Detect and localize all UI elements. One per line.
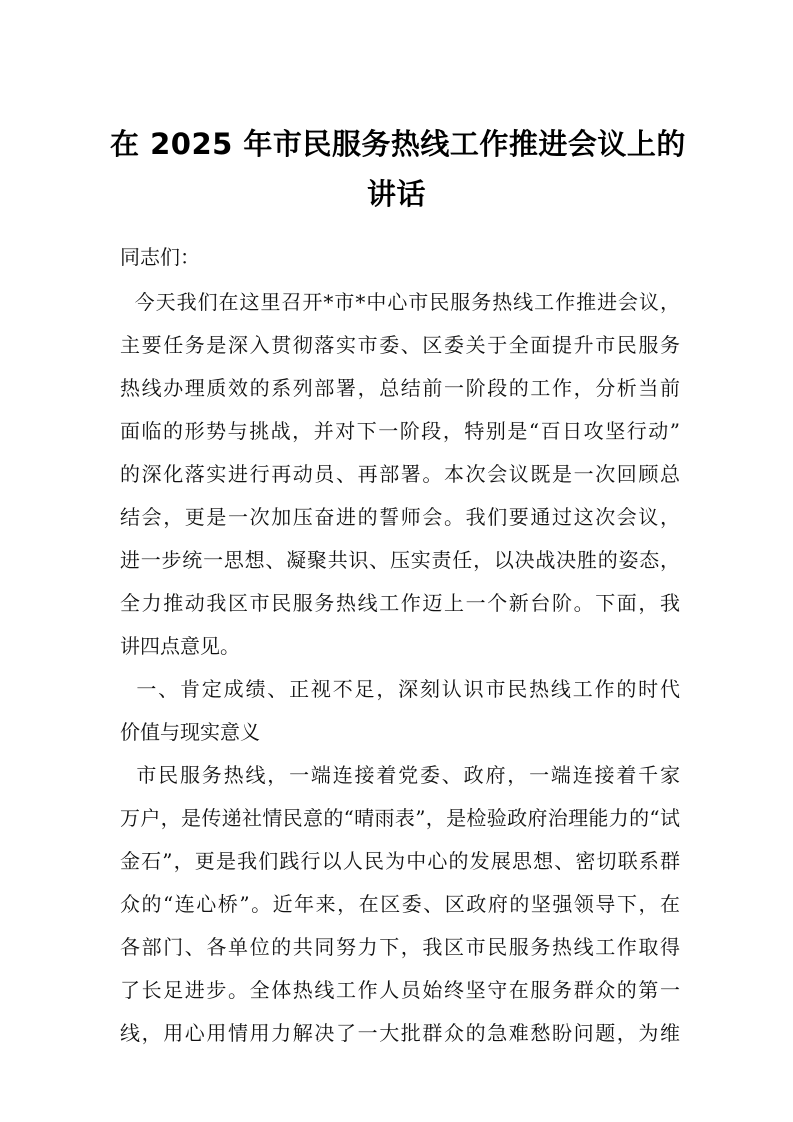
paragraph-line: 面临的形势与挑战，并对下一阶段，特别是“百日攻坚行动” — [120, 419, 680, 443]
paragraph-line: 万户，是传递社情民意的“晴雨表”，是检验政府治理能力的“试 — [120, 806, 680, 830]
paragraph-line: 各部门、各单位的共同努力下，我区市民服务热线工作取得 — [120, 935, 680, 959]
paragraph-line: 进一步统一思想、凝聚共识、压实责任，以决战决胜的姿态， — [120, 548, 680, 572]
salutation: 同志们： — [120, 245, 200, 269]
document-title-line-2: 讲话 — [366, 177, 426, 211]
paragraph-line: 热线办理质效的系列部署，总结前一阶段的工作，分析当前 — [120, 376, 680, 400]
paragraph-line: 主要任务是深入贯彻落实市委、区委关于全面提升市民服务 — [120, 333, 680, 357]
section-heading-line: 价值与现实意义 — [120, 720, 260, 744]
paragraph-line: 讲四点意见。 — [120, 634, 240, 658]
paragraph-line: 市民服务热线，一端连接着党委、政府，一端连接着千家 — [120, 763, 680, 787]
paragraph-line: 结会，更是一次加压奋进的誓师会。我们要通过这次会议， — [120, 505, 680, 529]
document-title-line-1: 在 2025 年市民服务热线工作推进会议上的 — [110, 127, 686, 161]
paragraph-line: 金石”，更是我们践行以人民为中心的发展思想、密切联系群 — [120, 849, 680, 873]
paragraph-line: 今天我们在这里召开*市*中心市民服务热线工作推进会议， — [120, 290, 680, 314]
paragraph-line: 的深化落实进行再动员、再部署。本次会议既是一次回顾总 — [120, 462, 680, 486]
section-heading-line: 一、肯定成绩、正视不足，深刻认识市民热线工作的时代 — [120, 677, 680, 701]
paragraph-line: 全力推动我区市民服务热线工作迈上一个新台阶。下面，我 — [120, 591, 680, 615]
paragraph-line: 众的“连心桥”。近年来，在区委、区政府的坚强领导下，在 — [120, 892, 680, 916]
paragraph-line: 了长足进步。全体热线工作人员始终坚守在服务群众的第一 — [120, 978, 680, 1002]
paragraph-line: 线，用心用情用力解决了一大批群众的急难愁盼问题，为维 — [120, 1021, 680, 1045]
